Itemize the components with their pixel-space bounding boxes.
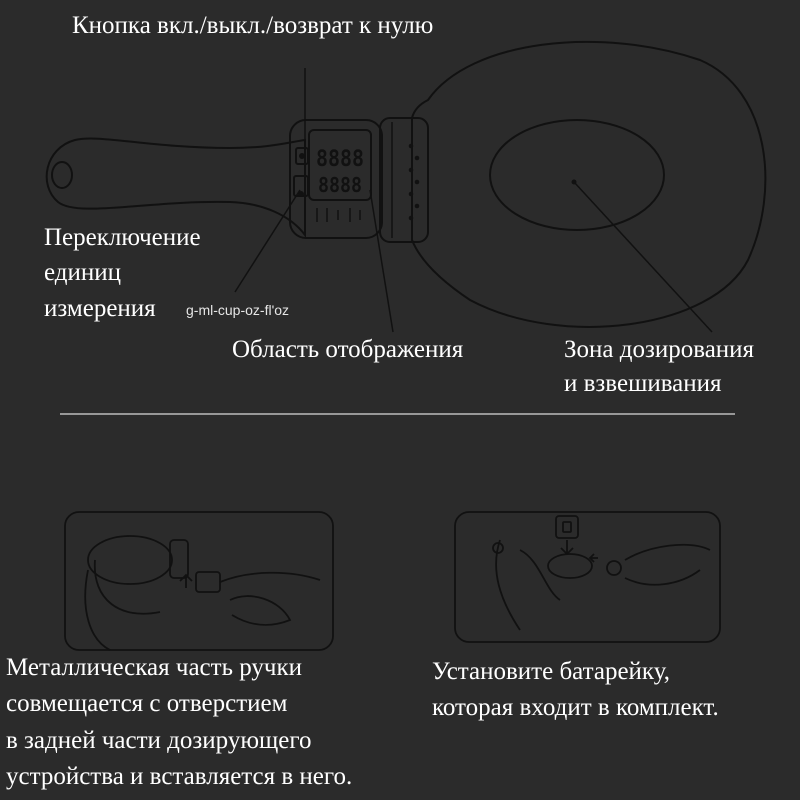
- unit-switch-label-line3: измерения: [44, 295, 156, 322]
- display-digits: [316, 147, 364, 197]
- dosing-zone-label-line1: Зона дозирования: [564, 336, 755, 363]
- instruction-1-illustration: [65, 512, 333, 650]
- weighing-plate: [490, 120, 664, 230]
- unit-indicator-marks: [317, 208, 360, 222]
- instruction-2-line2: которая входит в комплект.: [432, 694, 719, 721]
- power-button[interactable]: [296, 148, 308, 164]
- instruction-1-line3: в задней части дозирующего: [6, 727, 312, 754]
- power-button-label: Кнопка вкл./выкл./возврат к нулю: [72, 12, 434, 39]
- instruction-2-line1: Установите батарейку,: [432, 658, 670, 685]
- display-digits-top: 8888: [316, 147, 364, 172]
- unit-switch-leader: [235, 190, 300, 292]
- instruction-1-line4: устройства и вставляется в него.: [6, 763, 353, 790]
- dosing-zone-label-line2: и взвешивания: [564, 370, 722, 397]
- unit-switch-label-line2: единиц: [44, 259, 122, 286]
- spoon-collar: [380, 118, 428, 242]
- spoon-bowl: [412, 42, 765, 327]
- instruction-2-illustration: [455, 512, 720, 642]
- display-digits-bottom: 8888: [318, 173, 362, 197]
- instruction-1-line2: совмещается с отверстием: [6, 690, 288, 717]
- instruction-1-line1: Металлическая часть ручки: [6, 654, 302, 681]
- unit-switch-label-line1: Переключение: [44, 224, 201, 251]
- dosing-zone-leader: [574, 182, 712, 332]
- display-area-label: Область отображения: [232, 336, 464, 363]
- spoon-handle: [47, 139, 305, 235]
- collar-grip-dots: [409, 144, 420, 221]
- units-sequence: g-ml-cup-oz-fl'oz: [186, 302, 290, 318]
- handle-hole: [52, 162, 72, 188]
